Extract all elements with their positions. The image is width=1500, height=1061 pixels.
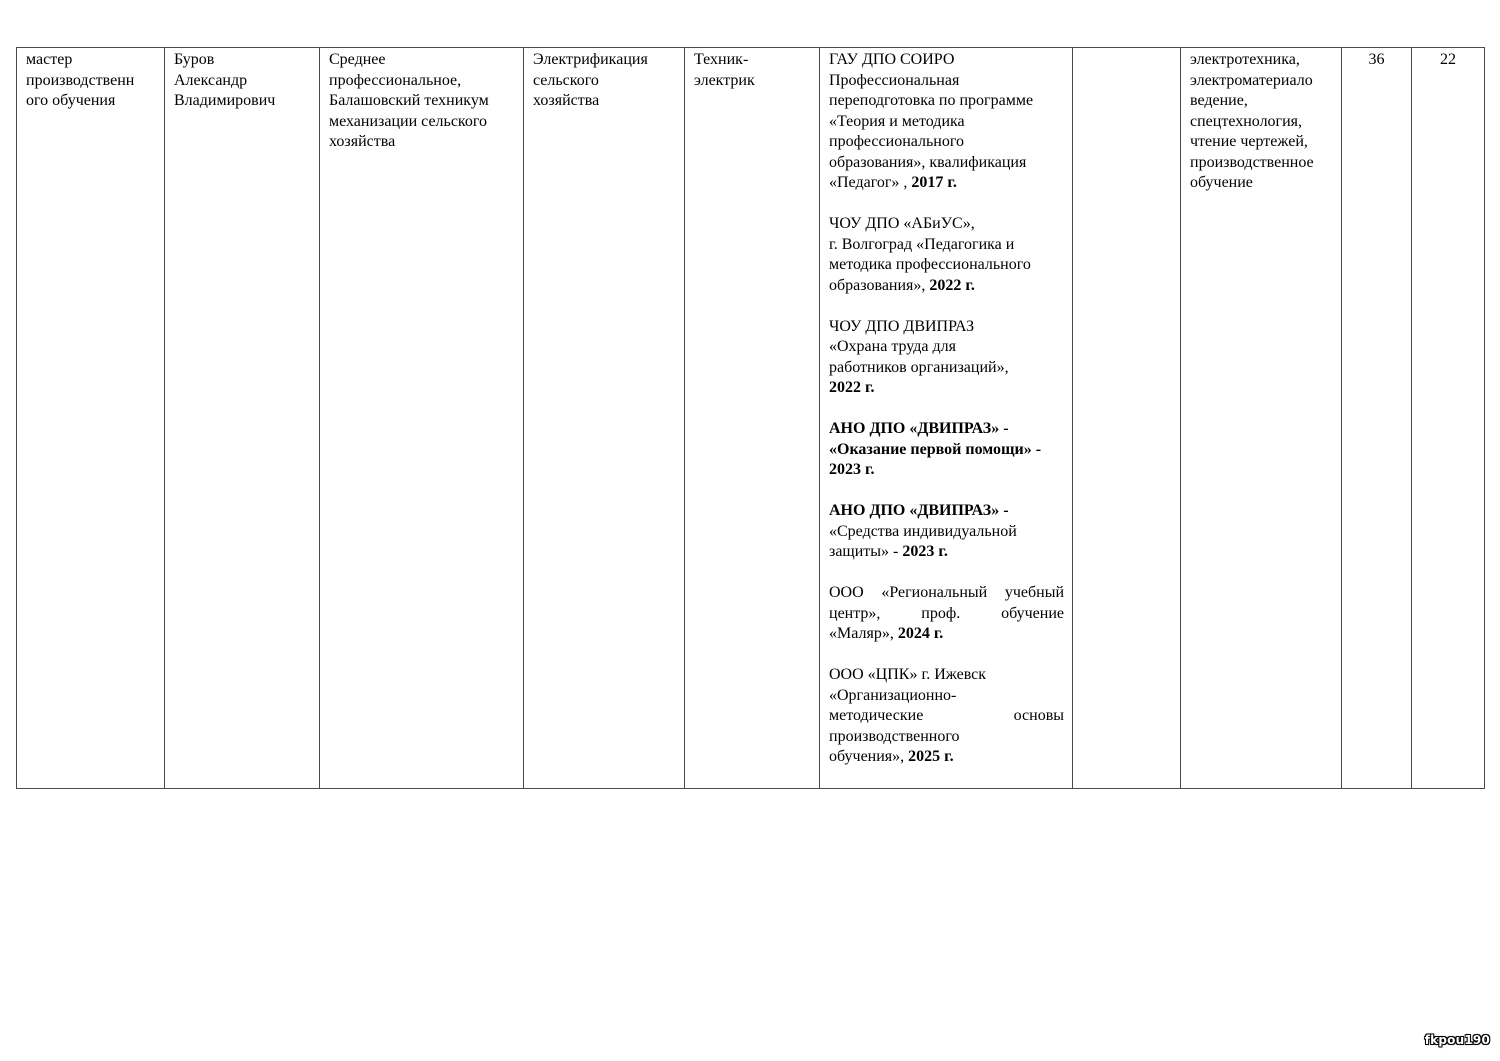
training-line <box>829 419 1064 440</box>
training-entry <box>829 214 1064 296</box>
training-line: образования», квалификация <box>829 153 1027 171</box>
training-year: 2023 г. <box>902 543 948 560</box>
education-line: профессиональное, <box>329 71 462 89</box>
training-line: методические основы <box>829 707 1064 724</box>
education-line: Среднее <box>329 51 386 68</box>
training-line: ГАУ ДПО СОИРО <box>829 51 955 68</box>
training-line: ООО «ЦПК» г. Ижевск <box>829 666 987 683</box>
subject-line: чтение чертежей, <box>1190 133 1308 150</box>
training-year: 2022 г. <box>829 379 875 396</box>
training-line <box>829 460 1064 481</box>
subject-line: производственное <box>1190 153 1314 171</box>
training-entry <box>829 317 1064 399</box>
training-line: ООО «Региональный учебный <box>829 584 1064 601</box>
training-line <box>829 542 1064 563</box>
position-line: мастер <box>26 51 73 68</box>
ped-experience-cell: 22 <box>1412 48 1485 789</box>
training-year: 2022 г. <box>929 276 975 294</box>
subject-line: обучение <box>1190 174 1253 191</box>
training-text: «Педагог» , <box>829 174 912 191</box>
subjects-cell <box>1181 48 1342 789</box>
specialty-line: хозяйства <box>533 92 600 109</box>
position-cell <box>17 48 165 789</box>
training-line: «Охрана труда для <box>829 338 957 355</box>
training-line <box>829 440 1064 461</box>
watermark-label: fkpou190 <box>1424 1033 1490 1047</box>
training-line <box>829 501 1064 522</box>
staff-table <box>16 47 1485 789</box>
training-text: «Маляр», <box>829 625 898 642</box>
qualification-line: электрик <box>694 71 755 89</box>
training-text: обучения», <box>829 748 909 765</box>
training-entry <box>829 50 1064 194</box>
training-org: АНО ДПО «ДВИПРАЗ» - <box>829 420 1009 437</box>
subject-line: электротехника, <box>1190 51 1300 68</box>
total-experience-cell: 36 <box>1342 48 1412 789</box>
training-line: работников организаций», <box>829 358 1009 376</box>
training-line <box>829 747 1064 768</box>
training-entry <box>829 665 1064 768</box>
training-line: «Средства индивидуальной <box>829 522 1017 540</box>
training-entry <box>829 419 1064 481</box>
qualification-cell <box>685 48 820 789</box>
name-line: Буров <box>174 51 215 68</box>
training-line: профессионального <box>829 133 965 150</box>
name-line: Александр <box>174 71 248 89</box>
training-entry <box>829 501 1064 563</box>
training-line: г. Волгоград «Педагогика и <box>829 235 1015 253</box>
table-row <box>17 48 1485 789</box>
training-cell <box>820 48 1073 789</box>
specialty-line: сельского <box>533 71 599 89</box>
subject-line: ведение, <box>1190 92 1248 109</box>
specialty-line: Электрификация <box>533 51 648 68</box>
training-line: методика профессионального <box>829 256 1031 273</box>
training-year: 2017 г. <box>911 174 957 191</box>
name-line: Владимирович <box>174 92 276 109</box>
training-line: центр», проф. обучение <box>829 604 1064 622</box>
position-line: ого обучения <box>26 92 116 109</box>
training-org: АНО ДПО «ДВИПРАЗ» - <box>829 502 1009 519</box>
education-line: хозяйства <box>329 133 396 150</box>
position-line: производственн <box>26 71 135 89</box>
training-year: 2023 г. <box>829 461 875 478</box>
training-line: производственного <box>829 727 960 745</box>
education-line: механизации сельского <box>329 112 488 130</box>
training-text: образования», <box>829 276 930 294</box>
training-line: ЧОУ ДПО ДВИПРАЗ <box>829 317 975 335</box>
training-year: 2025 г. <box>908 748 954 765</box>
training-line <box>829 173 1064 194</box>
empty-cell <box>1073 48 1181 789</box>
training-line <box>829 624 1064 645</box>
training-text: защиты» - <box>829 543 903 560</box>
education-cell <box>320 48 524 789</box>
name-cell <box>165 48 320 789</box>
qualification-line: Техник- <box>694 51 749 68</box>
training-course: «Оказание первой помощи» - <box>829 440 1042 458</box>
training-line: «Организационно- <box>829 686 957 704</box>
training-line <box>829 276 1064 297</box>
education-line: Балашовский техникум <box>329 92 489 109</box>
training-line: Профессиональная <box>829 71 960 89</box>
training-line: переподготовка по программе <box>829 92 1034 109</box>
training-entry <box>829 583 1064 645</box>
training-line: «Теория и методика <box>829 112 965 130</box>
training-line: ЧОУ ДПО «АБиУС», <box>829 215 975 232</box>
specialty-cell <box>524 48 685 789</box>
subject-line: электроматериало <box>1190 71 1313 89</box>
training-year: 2024 г. <box>897 625 944 642</box>
subject-line: спецтехнология, <box>1190 112 1303 130</box>
training-line <box>829 378 1064 399</box>
